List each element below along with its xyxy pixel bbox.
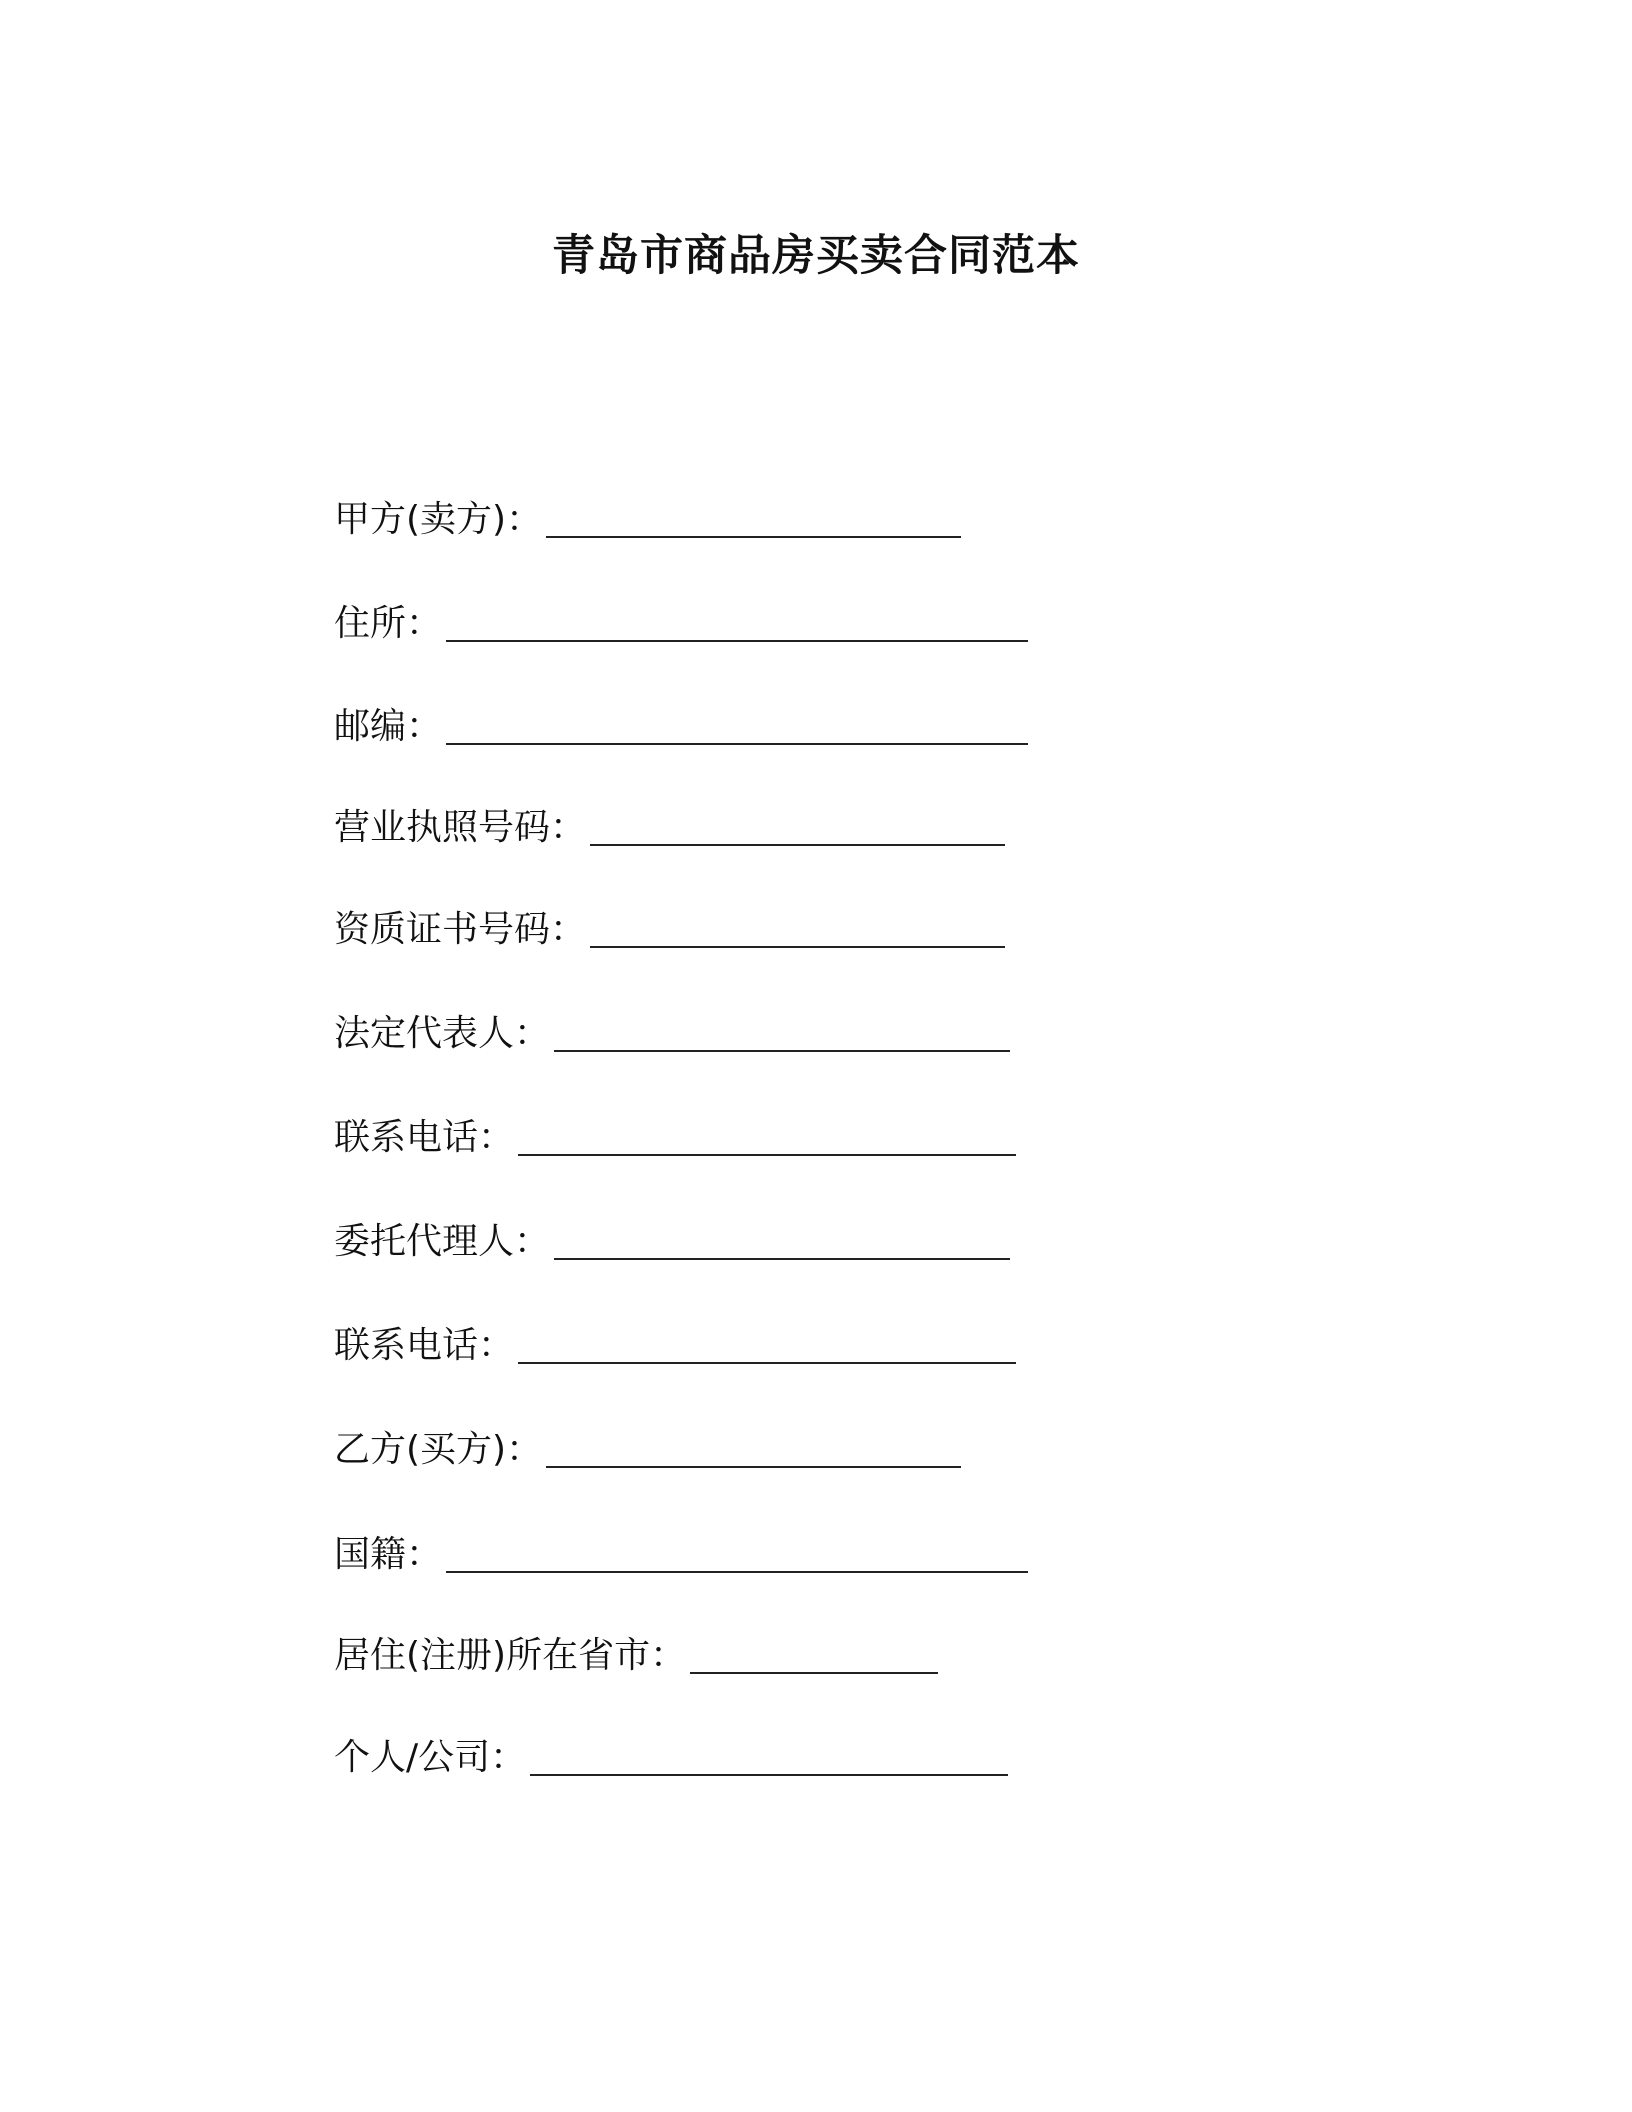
field-buyer (334, 1426, 961, 1474)
field-label: 联系电话： (334, 1117, 515, 1158)
field-label: 住所： (334, 603, 443, 644)
field-legal-rep (334, 1010, 1010, 1058)
field-seller (334, 496, 961, 544)
field-phone-seller (334, 1114, 1016, 1162)
field-label: 营业执照号码： (334, 807, 587, 848)
field-label: 法定代表人： (334, 1013, 551, 1054)
fill-in-blank[interactable] (554, 1218, 1010, 1260)
field-label: 联系电话： (334, 1325, 515, 1366)
field-address (334, 600, 1028, 648)
fill-in-blank[interactable] (546, 1426, 961, 1468)
field-agent (334, 1218, 1010, 1266)
field-label: 居住(注册)所在省市： (334, 1635, 687, 1676)
field-label: 委托代理人： (334, 1221, 551, 1262)
field-business-license (334, 804, 1005, 852)
field-label: 邮编： (334, 706, 443, 747)
fill-in-blank[interactable] (530, 1734, 1008, 1776)
field-nationality (334, 1531, 1028, 1579)
fill-in-blank[interactable] (546, 496, 961, 538)
fill-in-blank[interactable] (446, 600, 1028, 642)
fill-in-blank[interactable] (518, 1322, 1016, 1364)
field-individual-company (334, 1734, 1008, 1782)
fill-in-blank[interactable] (554, 1010, 1010, 1052)
field-qualification-cert (334, 906, 1005, 954)
field-label: 乙方(买方)： (334, 1429, 543, 1470)
fill-in-blank[interactable] (446, 1531, 1028, 1573)
fill-in-blank[interactable] (446, 703, 1028, 745)
field-label: 国籍： (334, 1534, 443, 1575)
fill-in-blank[interactable] (518, 1114, 1016, 1156)
fill-in-blank[interactable] (590, 804, 1005, 846)
field-label: 资质证书号码： (334, 909, 587, 950)
field-residence-province (334, 1632, 938, 1680)
document-title: 青岛市商品房买卖合同范本 (552, 231, 1080, 281)
field-phone-agent (334, 1322, 1016, 1370)
fill-in-blank[interactable] (590, 906, 1005, 948)
field-label: 个人/公司： (334, 1737, 527, 1778)
fill-in-blank[interactable] (690, 1632, 938, 1674)
field-postcode (334, 703, 1028, 751)
field-label: 甲方(卖方)： (334, 499, 543, 540)
